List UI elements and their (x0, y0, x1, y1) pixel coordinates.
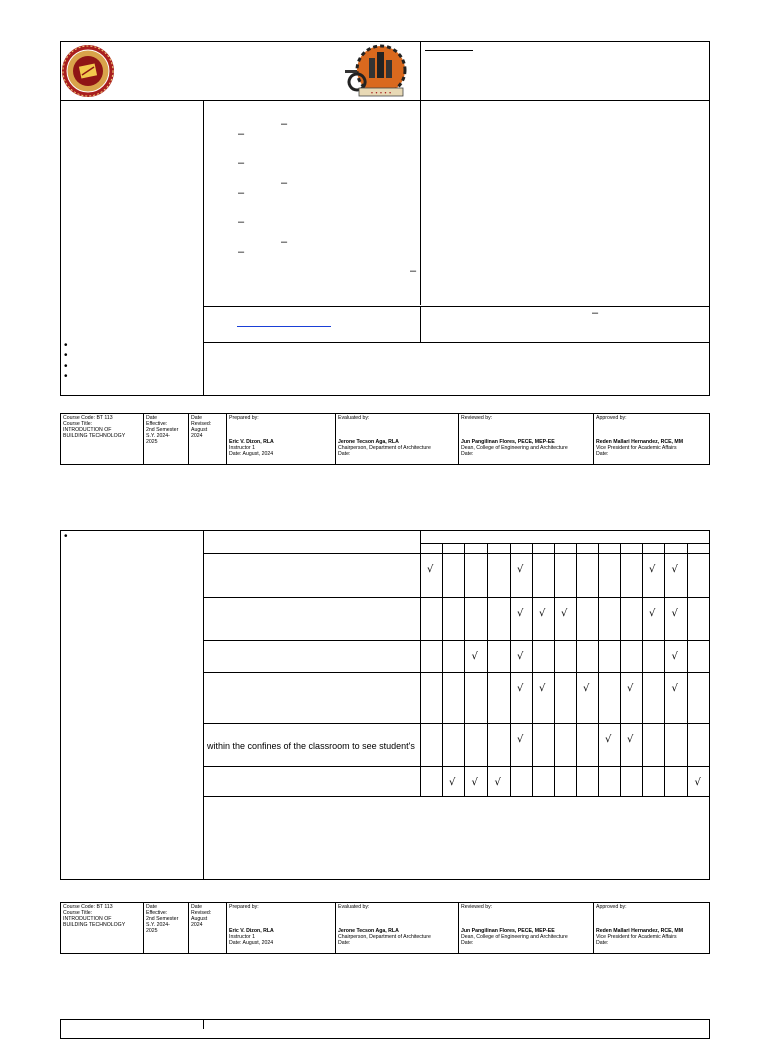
check-mark: √ (494, 777, 501, 788)
school-year: S.Y. 2024- (146, 922, 170, 928)
date-revised-label: Revised: (191, 421, 212, 427)
check-mark: √ (671, 651, 678, 662)
reviewed-date: Date: (461, 940, 474, 946)
semester: 2nd Semester (146, 916, 179, 922)
matrix-column-line (510, 543, 511, 796)
dash-mark: – (410, 265, 417, 277)
approved-role: Vice President for Academic Affairs (596, 934, 677, 940)
school-year: S.Y. 2024- (146, 433, 170, 439)
prepared-label: Prepared by: (229, 904, 259, 910)
matrix-row-line (203, 723, 710, 724)
page1-row2-split (420, 306, 421, 342)
check-mark: √ (471, 777, 478, 788)
evaluated-label: Evaluated by: (338, 904, 370, 910)
course-title-label: Course Title: (63, 910, 93, 916)
document-footer (60, 413, 710, 465)
prepared-date: Date: August, 2024 (229, 940, 274, 946)
school-year: 2025 (146, 439, 158, 445)
prepared-date: Date: August, 2024 (229, 451, 274, 457)
evaluated-date: Date: (338, 940, 351, 946)
date-revised-label: Date (191, 415, 202, 421)
matrix-row-text: within the confines of the classroom to see student's (207, 741, 415, 751)
prepared-role: Instructor 1 (229, 445, 255, 451)
reviewed-name: Jun Pangilinan Flores, PECE, MEP-EE (461, 928, 555, 934)
approved-role: Vice President for Academic Affairs (596, 445, 677, 451)
date-revised-label: Revised: (191, 910, 212, 916)
course-title: INTRODUCTION OF (63, 427, 112, 433)
evaluated-role: Chairperson, Department of Architecture (338, 445, 431, 451)
revised-month: August (191, 427, 208, 433)
check-mark: √ (671, 683, 678, 694)
check-mark: √ (649, 608, 656, 619)
matrix-column-line (642, 543, 643, 796)
prepared-name: Eric V. Dizon, RLA (229, 439, 274, 445)
bullet-point: • (64, 340, 68, 351)
page2-left-column-divider (203, 530, 204, 880)
reviewed-date: Date: (461, 451, 474, 457)
bullet-point: • (64, 531, 68, 542)
check-mark: √ (627, 683, 634, 694)
page1-row-divider-2 (203, 342, 710, 343)
dash-mark: – (281, 177, 288, 189)
course-title: INTRODUCTION OF (63, 916, 112, 922)
reviewed-role: Dean, College of Engineering and Architecture (461, 934, 568, 940)
approved-name: Reden Mallari Hernandez, RCE, MM (596, 928, 684, 934)
date-revised-label: Date (191, 904, 202, 910)
dash-mark: – (281, 118, 288, 130)
hyperlink[interactable] (237, 326, 331, 327)
approved-date: Date: (596, 451, 609, 457)
dash-mark: – (238, 157, 245, 169)
page1-header-divider (60, 100, 710, 101)
page2-bottom-divider (203, 796, 710, 797)
dash-mark: – (238, 216, 245, 228)
check-mark: √ (427, 564, 434, 575)
reviewed-name: Jun Pangilinan Flores, PECE, MEP-EE (461, 439, 555, 445)
date-effective-label: Date (146, 904, 157, 910)
dash-mark: – (281, 236, 288, 248)
approved-date: Date: (596, 940, 609, 946)
check-mark: √ (583, 683, 590, 694)
matrix-row-line (203, 672, 710, 673)
check-mark: √ (561, 608, 568, 619)
matrix-row-line (203, 640, 710, 641)
evaluated-name: Jerone Tecson Aga, RLA (338, 439, 399, 445)
course-title: BUILDING TECHNOLOGY (63, 433, 126, 439)
check-mark: √ (694, 777, 701, 788)
date-effective-label: Effective: (146, 910, 168, 916)
page2-form-outline (60, 530, 710, 880)
matrix-row-line (203, 766, 710, 767)
svg-text:• • • • •: • • • • • (370, 90, 392, 97)
page2-matrix-left-edge (420, 530, 421, 796)
check-mark: √ (517, 564, 524, 575)
check-mark: √ (539, 608, 546, 619)
revised-year: 2024 (191, 433, 203, 439)
matrix-column-line (598, 543, 599, 796)
dash-mark: – (238, 128, 245, 140)
matrix-column-line (576, 543, 577, 796)
check-mark: √ (517, 608, 524, 619)
dash-mark: – (238, 246, 245, 258)
check-mark: √ (517, 683, 524, 694)
check-mark: √ (471, 651, 478, 662)
page1-header-underline (425, 50, 473, 51)
prepared-label: Prepared by: (229, 415, 259, 421)
check-mark: √ (671, 608, 678, 619)
check-mark: √ (627, 734, 634, 745)
evaluated-date: Date: (338, 451, 351, 457)
course-title-label: Course Title: (63, 421, 93, 427)
reviewed-label: Reviewed by: (461, 904, 493, 910)
page3-form-outline (60, 1019, 710, 1039)
evaluated-name: Jerone Tecson Aga, RLA (338, 928, 399, 934)
date-effective-label: Effective: (146, 421, 168, 427)
check-mark: √ (517, 734, 524, 745)
course-title: BUILDING TECHNOLOGY (63, 922, 126, 928)
page1-row-divider-1 (203, 306, 710, 307)
matrix-column-line (687, 543, 688, 796)
document-footer (60, 902, 710, 954)
matrix-column-line (464, 543, 465, 796)
prepared-role: Instructor 1 (229, 934, 255, 940)
matrix-column-line (487, 543, 488, 796)
bullet-point: • (64, 361, 68, 372)
matrix-row-line (203, 597, 710, 598)
check-mark: √ (605, 734, 612, 745)
matrix-column-line (620, 543, 621, 796)
check-mark: √ (649, 564, 656, 575)
matrix-column-line (664, 543, 665, 796)
bullet-point: • (64, 350, 68, 361)
check-mark: √ (539, 683, 546, 694)
course-code: Course Code: BT 113 (63, 415, 113, 421)
matrix-column-line (442, 543, 443, 796)
check-mark: √ (517, 651, 524, 662)
college-gear-logo (343, 44, 419, 100)
approved-label: Approved by: (596, 904, 627, 910)
approved-name: Reden Mallari Hernandez, RCE, MM (596, 439, 684, 445)
evaluated-role: Chairperson, Department of Architecture (338, 934, 431, 940)
matrix-column-line (554, 543, 555, 796)
page2-header-line-2 (203, 553, 710, 554)
matrix-column-line (532, 543, 533, 796)
university-seal-logo (60, 43, 116, 99)
page1-left-column-divider (203, 100, 204, 396)
reviewed-role: Dean, College of Engineering and Architecture (461, 445, 568, 451)
dash-mark: – (238, 187, 245, 199)
evaluated-label: Evaluated by: (338, 415, 370, 421)
reviewed-label: Reviewed by: (461, 415, 493, 421)
semester: 2nd Semester (146, 427, 179, 433)
revised-year: 2024 (191, 922, 203, 928)
page1-header-split (420, 41, 421, 305)
school-year: 2025 (146, 928, 158, 934)
bullet-point: • (64, 371, 68, 382)
check-mark: √ (449, 777, 456, 788)
check-mark: √ (671, 564, 678, 575)
course-code: Course Code: BT 113 (63, 904, 113, 910)
prepared-name: Eric V. Dizon, RLA (229, 928, 274, 934)
date-effective-label: Date (146, 415, 157, 421)
approved-label: Approved by: (596, 415, 627, 421)
revised-month: August (191, 916, 208, 922)
dash-mark: – (592, 307, 599, 319)
page3-left-column-divider (203, 1019, 204, 1029)
